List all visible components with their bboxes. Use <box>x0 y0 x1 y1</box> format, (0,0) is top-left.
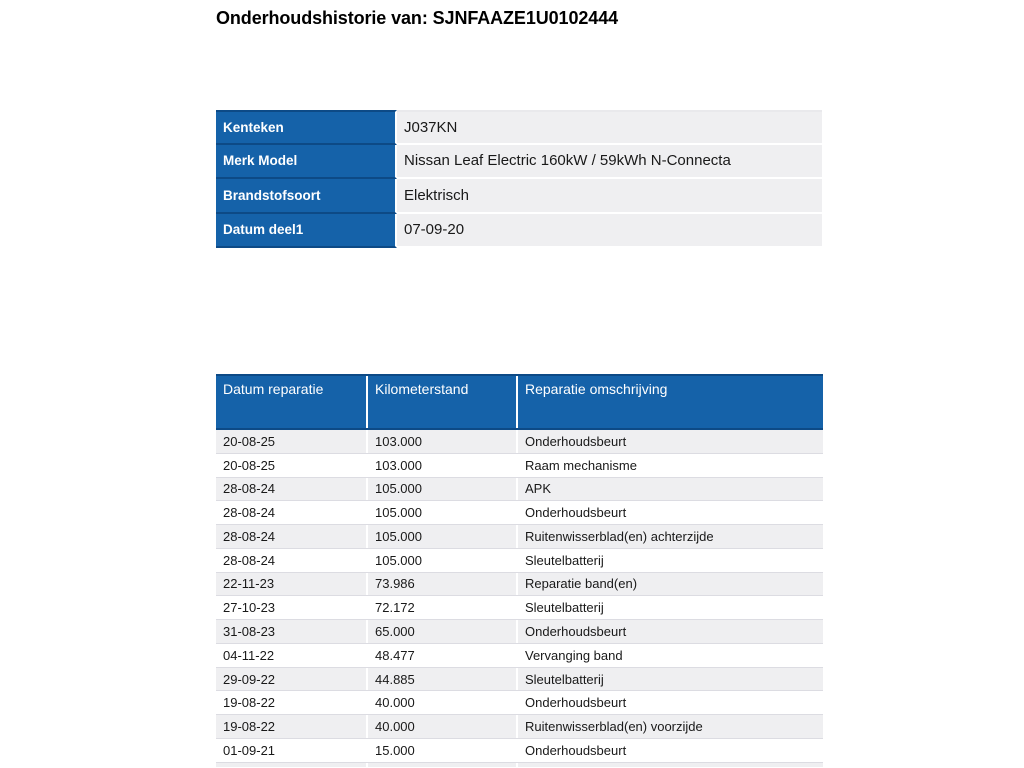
vehicle-info-value-kenteken: J037KN <box>397 110 822 145</box>
history-cell-km: 105.000 <box>366 525 516 548</box>
history-cell-km: 105.000 <box>366 478 516 501</box>
vehicle-info-label-datum-deel1: Datum deel1 <box>216 214 397 249</box>
column-header-kilometerstand: Kilometerstand <box>366 376 516 428</box>
history-row <box>216 691 823 715</box>
history-row <box>216 739 823 763</box>
vehicle-info-row <box>216 110 822 145</box>
vehicle-info-table <box>216 110 822 248</box>
history-cell-km: 105.000 <box>366 501 516 524</box>
history-cell-date: 28-08-24 <box>223 528 276 544</box>
history-cell-description: Onderhoudsbeurt <box>516 501 823 524</box>
history-cell-date: 22-11-23 <box>223 576 275 592</box>
history-cell-description: Ruitenwisserblad(en) achterzijde <box>516 525 823 548</box>
history-cell-date: 28-08-24 <box>223 481 276 497</box>
vehicle-info-row <box>216 179 822 214</box>
history-row <box>216 525 823 549</box>
history-cell-date: 28-08-24 <box>223 552 276 568</box>
history-row <box>216 430 823 454</box>
vehicle-info-row <box>216 214 822 249</box>
history-cell-date: 04-11-22 <box>223 647 275 663</box>
vehicle-info-value-brandstofsoort: Elektrisch <box>397 179 822 214</box>
history-cell-date <box>216 763 366 768</box>
history-cell-date: 19-08-22 <box>223 695 276 711</box>
history-cell-description: Onderhoudsbeurt <box>516 691 823 714</box>
history-cell-description: Reparatie band(en) <box>516 573 823 596</box>
history-cell-date: 31-08-23 <box>223 624 276 639</box>
history-row <box>216 573 823 597</box>
history-cell-description: Onderhoudsbeurt <box>516 430 823 453</box>
history-cell-description: Sleutelbatterij <box>516 668 823 691</box>
vehicle-info-label-brandstofsoort: Brandstofsoort <box>216 179 397 214</box>
history-cell-description: Onderhoudsbeurt <box>516 620 823 643</box>
vehicle-info-row <box>216 145 822 180</box>
history-cell-description: Onderhoudsbeurt <box>516 739 823 762</box>
history-cell-date: 20-08-25 <box>223 433 276 449</box>
history-cell-km: 103.000 <box>366 454 516 477</box>
history-row <box>216 478 823 502</box>
vehicle-info-value-datum-deel1: 07-09-20 <box>397 214 822 249</box>
history-cell-date: 01-09-21 <box>223 742 276 758</box>
maintenance-history-table <box>216 374 823 767</box>
history-cell-km: 105.000 <box>366 549 516 572</box>
history-cell-date: 29-09-22 <box>223 671 276 687</box>
history-header-row <box>216 374 823 430</box>
history-row-partial <box>216 763 823 768</box>
column-header-datum-reparatie: Datum reparatie <box>223 381 324 397</box>
history-cell-km: 40.000 <box>366 715 516 738</box>
history-cell-km <box>366 763 516 768</box>
history-cell-description <box>516 763 823 768</box>
vehicle-info-label-merk-model: Merk Model <box>216 145 397 180</box>
history-cell-date: 28-08-24 <box>223 505 276 521</box>
history-cell-date: 20-08-25 <box>223 457 276 473</box>
history-cell-km: 40.000 <box>366 691 516 714</box>
vehicle-info-label-kenteken: Kenteken <box>216 110 397 145</box>
history-cell-date: 27-10-23 <box>223 600 276 616</box>
history-cell-km: 44.885 <box>366 668 516 691</box>
history-row <box>216 715 823 739</box>
history-cell-description: APK <box>516 478 823 501</box>
history-cell-km: 15.000 <box>366 739 516 762</box>
history-cell-km: 103.000 <box>366 430 516 453</box>
history-cell-km: 72.172 <box>366 596 516 619</box>
page-title: Onderhoudshistorie van: SJNFAAZE1U0102444 <box>216 8 619 28</box>
history-row <box>216 644 823 668</box>
history-row <box>216 454 823 478</box>
history-row <box>216 620 823 644</box>
history-cell-description: Sleutelbatterij <box>516 549 823 572</box>
vehicle-info-value-merk-model: Nissan Leaf Electric 160kW / 59kWh N-Connecta <box>397 145 822 180</box>
history-cell-description: Ruitenwisserblad(en) voorzijde <box>516 715 823 738</box>
history-row <box>216 668 823 692</box>
history-cell-km: 48.477 <box>366 644 516 667</box>
history-row <box>216 549 823 573</box>
history-cell-description: Vervanging band <box>516 644 823 667</box>
history-cell-description: Raam mechanisme <box>516 454 823 477</box>
history-cell-description: Sleutelbatterij <box>516 596 823 619</box>
column-header-reparatie-omschrijving: Reparatie omschrijving <box>516 376 823 428</box>
history-cell-km: 73.986 <box>366 573 516 596</box>
history-cell-km: 65.000 <box>366 620 516 643</box>
history-row <box>216 596 823 620</box>
history-cell-date: 19-08-22 <box>223 719 276 735</box>
history-row <box>216 501 823 525</box>
